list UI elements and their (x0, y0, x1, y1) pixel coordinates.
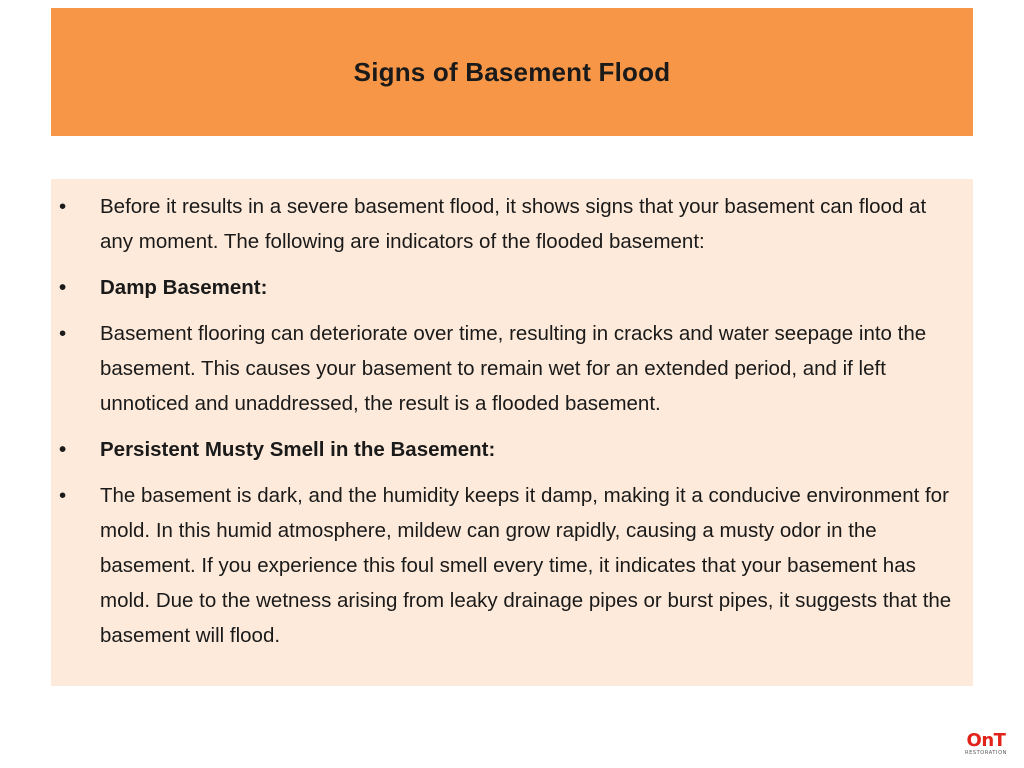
logo-subtitle: RESTORATION (965, 750, 1007, 756)
list-item-text: Basement flooring can deteriorate over time, resulting in cracks and water seepage into the basement. This causes your basement to remain wet for an extended period, and if left unnoticed and unaddressed, the result is a flooded basement. (100, 322, 927, 415)
logo-mark: OnT (966, 730, 1006, 751)
list-item-damp-basement-detail (51, 316, 959, 421)
list-item-heading-damp-basement (51, 270, 959, 305)
list-item-text: Damp Basement: (100, 276, 268, 299)
bullet-marker: • (59, 484, 67, 507)
bullet-marker: • (59, 438, 67, 461)
list-item-text: The basement is dark, and the humidity keeps it damp, making it a conducive environment for mold. In this humid atmosphere, mildew can grow rapidly, causing a musty odor in the basement. If you experience this foul smell every time, it indicates that your basement has mold. Due to the wetness arising from leaky drainage pipes or burst pipes, it suggests that the basement will flood. (100, 484, 952, 647)
slide-title: Signs of Basement Flood (353, 56, 671, 87)
list-item-text: Persistent Musty Smell in the Basement: (100, 438, 496, 461)
bullet-marker: • (59, 322, 67, 345)
list-item-intro (51, 189, 959, 259)
content-box (51, 179, 973, 686)
bullet-list (51, 189, 959, 653)
list-item-heading-musty-smell (51, 432, 959, 467)
title-band (51, 8, 973, 136)
bullet-marker: • (59, 195, 67, 218)
company-logo (958, 732, 1014, 760)
list-item-musty-smell-detail (51, 478, 959, 653)
bullet-marker: • (59, 276, 67, 299)
list-item-text: Before it results in a severe basement flood, it shows signs that your basement can flood at any moment. The following are indicators of the flooded basement: (100, 195, 927, 253)
